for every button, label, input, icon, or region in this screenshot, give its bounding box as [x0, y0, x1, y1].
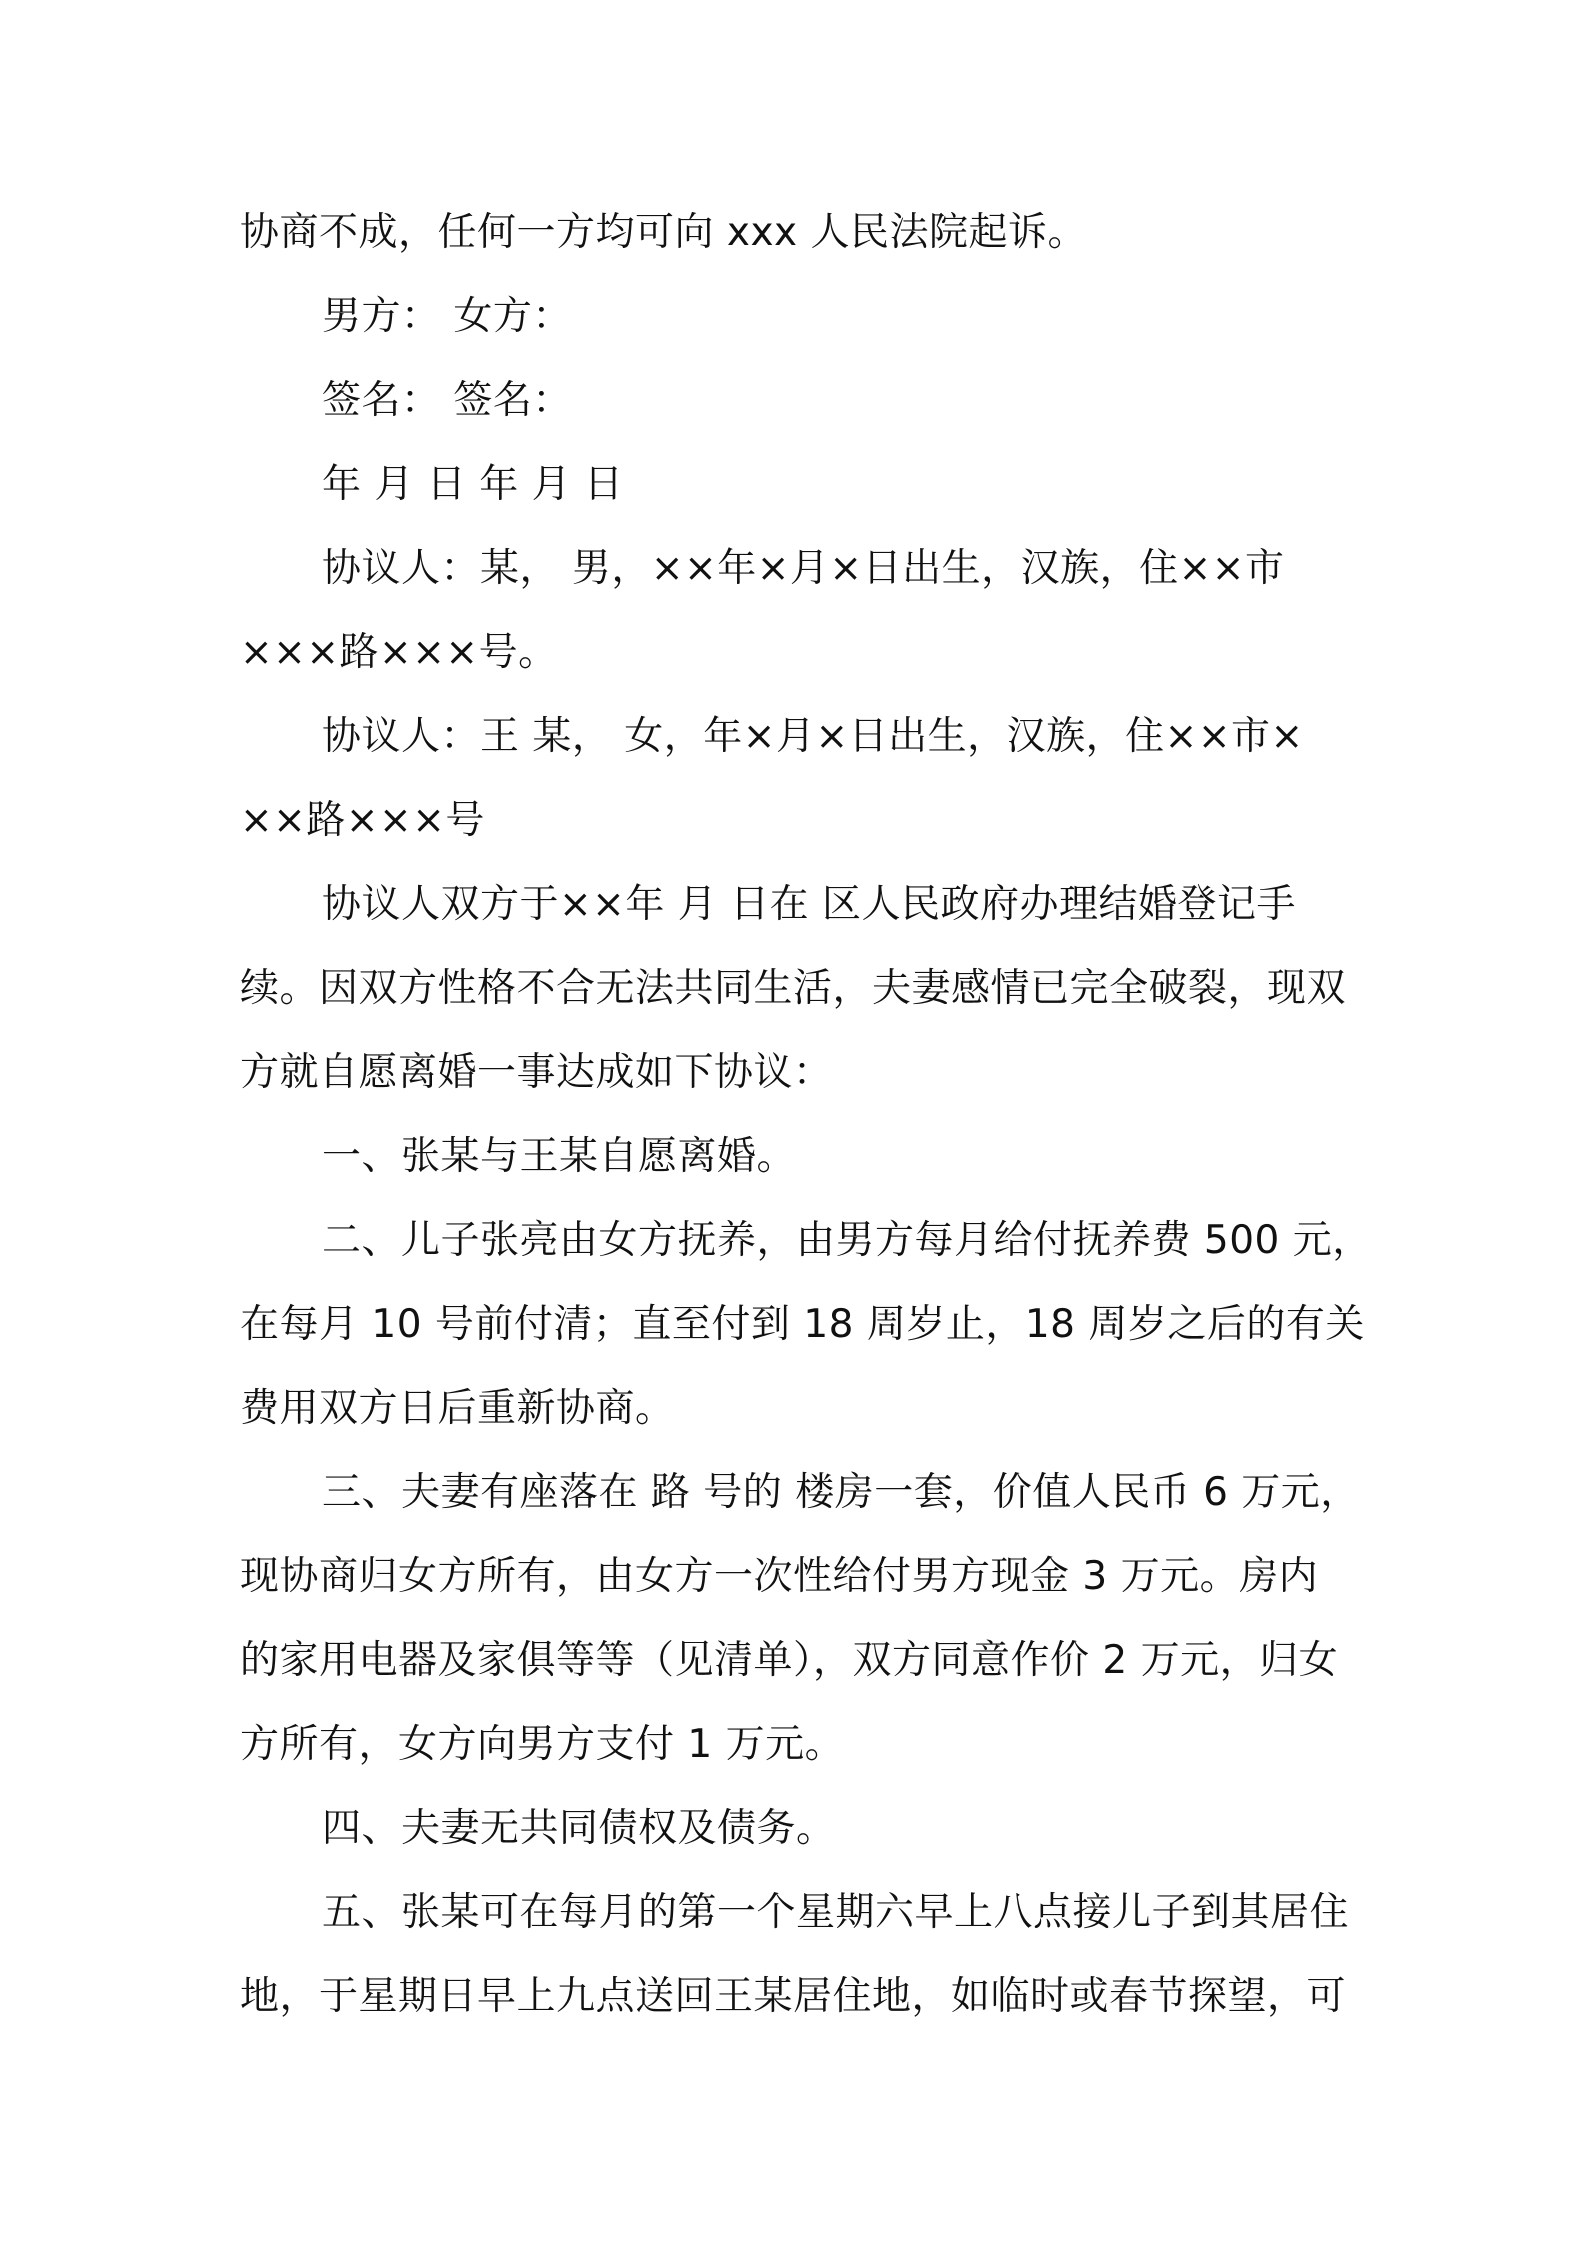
text-line-17: 现协商归女方所有，由女方一次性给付男方现金 3 万元。房内 — [240, 1554, 1319, 1599]
text-line-10: 续。因双方性格不合无法共同生活，夫妻感情已完全破裂，现双 — [240, 966, 1347, 1011]
text-line-15: 费用双方日后重新协商。 — [240, 1386, 675, 1431]
text-line-5: 协议人：某， 男，××年×月×日出生，汉族，住××市 — [322, 546, 1285, 591]
text-line-8: ××路×××号 — [240, 798, 485, 843]
text-line-19: 方所有，女方向男方支付 1 万元。 — [240, 1722, 845, 1767]
text-line-16: 三、夫妻有座落在 路 号的 楼房一套，价值人民币 6 万元， — [322, 1470, 1360, 1515]
text-line-21: 五、张某可在每月的第一个星期六早上八点接儿子到其居住 — [322, 1890, 1350, 1935]
text-line-6: ×××路×××号。 — [240, 630, 558, 675]
text-line-7: 协议人：王 某， 女，年×月×日出生，汉族，住××市× — [322, 714, 1304, 759]
text-line-22: 地，于星期日早上九点送回王某居住地，如临时或春节探望，可 — [240, 1974, 1347, 2019]
text-line-11: 方就自愿离婚一事达成如下协议： — [240, 1050, 833, 1095]
text-line-9: 协议人双方于××年 月 日在 区人民政府办理结婚登记手 — [322, 882, 1297, 927]
text-line-2: 男方： 女方： — [322, 294, 572, 339]
text-line-20: 四、夫妻无共同债权及债务。 — [322, 1806, 836, 1851]
text-line-14: 在每月 10 号前付清；直至付到 18 周岁止，18 周岁之后的有关 — [240, 1302, 1365, 1347]
text-line-3: 签名： 签名： — [322, 378, 572, 423]
text-line-18: 的家用电器及家俱等等（见清单），双方同意作价 2 万元，归女 — [240, 1638, 1339, 1683]
text-line-4: 年 月 日 年 月 日 — [322, 462, 624, 507]
text-line-1: 协商不成，任何一方均可向 xxx 人民法院起诉。 — [240, 210, 1088, 255]
text-line-12: 一、张某与王某自愿离婚。 — [322, 1134, 797, 1179]
text-line-13: 二、儿子张亮由女方抚养，由男方每月给付抚养费 500 元， — [322, 1218, 1372, 1263]
